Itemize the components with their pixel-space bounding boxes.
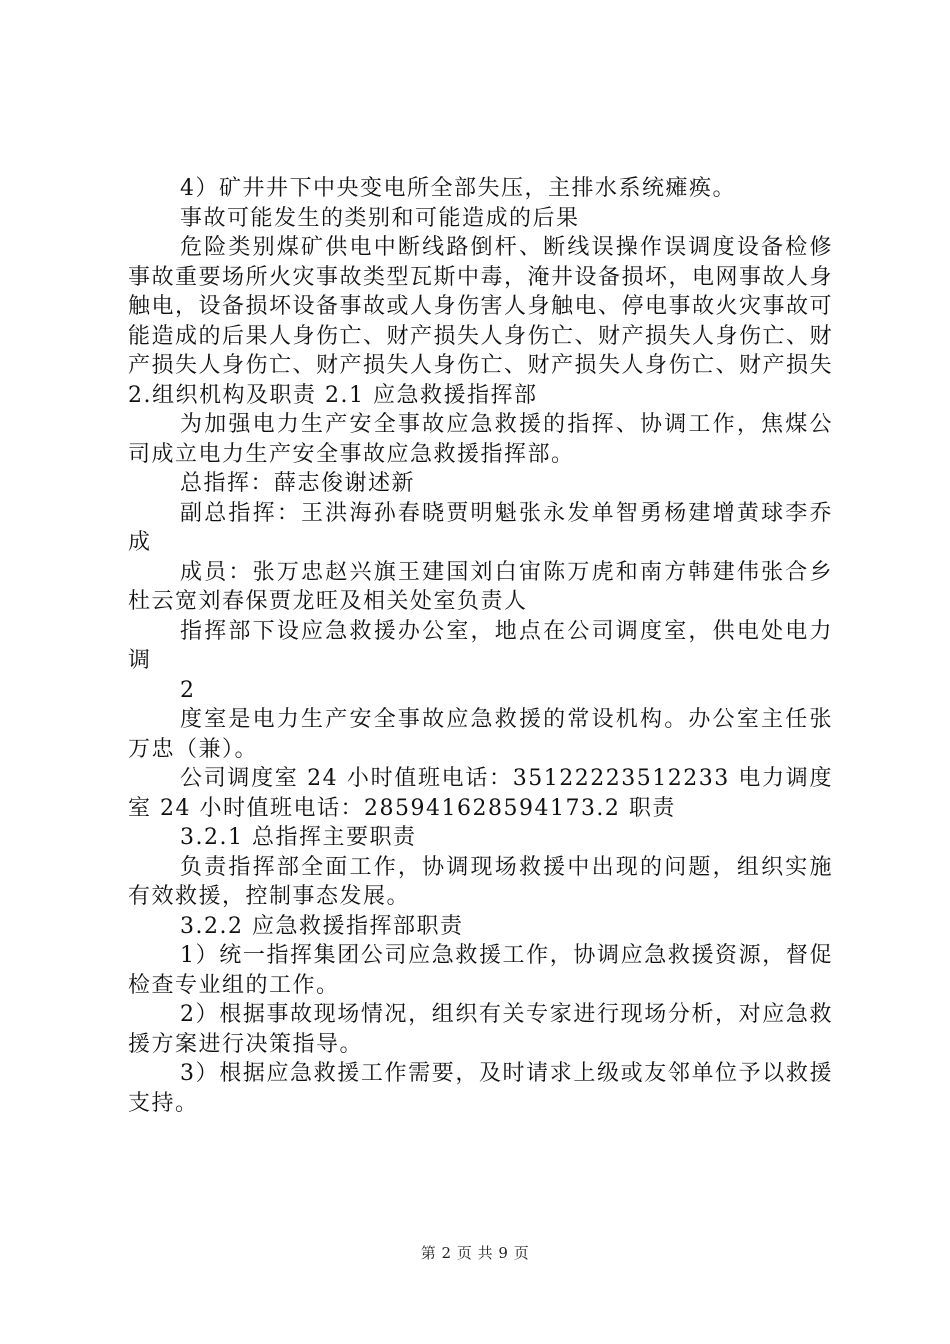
document-body: [128, 174, 833, 1118]
paragraph-16: 3）根据应急救援工作需要，及时请求上级或友邻单位予以救援支持。: [128, 1061, 833, 1116]
paragraph-15: 2）根据事故现场情况，组织有关专家进行现场分析，对应急救援方案进行决策指导。: [128, 1002, 833, 1057]
inline-page-number: 2: [180, 677, 196, 703]
paragraph-1: 4）矿井井下中央变电所全部失压，主排水系统瘫痪。: [180, 176, 736, 201]
paragraph-13: 3.2.2 应急救援指挥部职责: [180, 913, 464, 939]
paragraph-7: 成员：张万忠赵兴旗王建国刘白宙陈万虎和南方韩建伟张合乡杜云宽刘春保贾龙旺及相关处室负责人: [128, 559, 833, 614]
paragraph-6: 副总指挥：王洪海孙春晓贾明魁张永发单智勇杨建增黄球李乔成: [128, 500, 833, 555]
paragraph-11: 3.2.1 总指挥主要职责: [180, 825, 417, 850]
page-footer: 第 2 页 共 9 页: [420, 1244, 530, 1262]
paragraph-3: 危险类别煤矿供电中断线路倒杆、断线误操作误调度设备检修事故重要场所火灾事故类型瓦斯中毒，淹井设备损坏，电网事故人身触电，设备损坏设备事故或人身伤害人身触电、停电事故火灾事故可能造成的后果人身伤亡、财产损失人身伤亡、财产损失人身伤亡、财产损失人身伤亡、财产损失人身伤亡、财产损失人身伤亡、财产损失 2.组织机构及职责 2.1 应急救援指挥部: [128, 235, 834, 408]
paragraph-9: 度室是电力生产安全事故应急救援的常设机构。办公室主任张万忠（兼）。: [128, 707, 833, 762]
paragraph-14: 1）统一指挥集团公司应急救援工作，协调应急救援资源，督促检查专业组的工作。: [128, 943, 833, 998]
paragraph-2: 事故可能发生的类别和可能造成的后果: [180, 205, 580, 231]
paragraph-12: 负责指挥部全面工作，协调现场救援中出现的问题，组织实施有效救援，控制事态发展。: [128, 854, 833, 909]
paragraph-5: 总指挥：薛志俊谢述新: [180, 471, 416, 496]
paragraph-10: 公司调度室 24 小时值班电话：35122223512233 电力调度室 24 小时值班电话：285941628594173.2 职责: [128, 766, 833, 821]
paragraph-8: 指挥部下设应急救援办公室，地点在公司调度室，供电处电力调: [128, 618, 833, 673]
paragraph-4: 为加强电力生产安全事故应急救援的指挥、协调工作，焦煤公司成立电力生产安全事故应急救援指挥部。: [128, 412, 833, 467]
